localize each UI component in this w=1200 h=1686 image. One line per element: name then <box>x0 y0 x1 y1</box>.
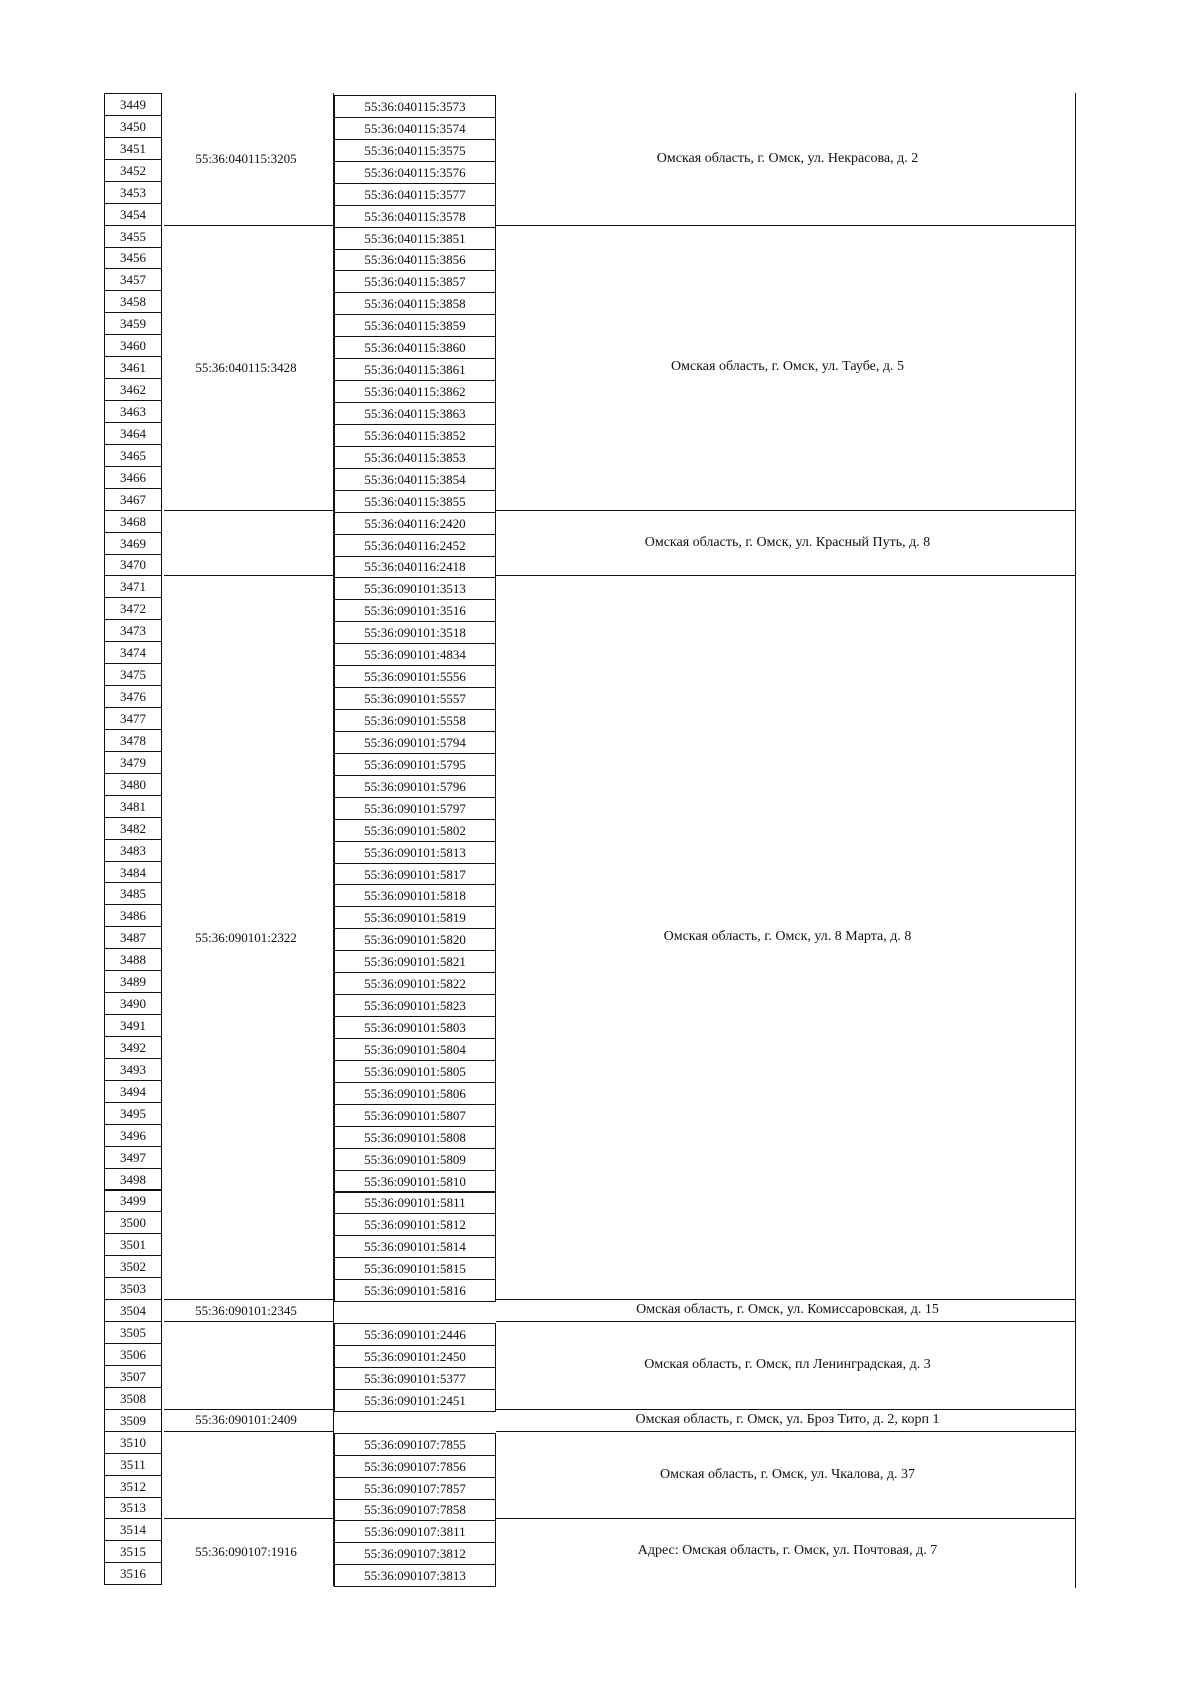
row-number-cell: 3456 <box>104 247 162 270</box>
cadastral-number-cell: 55:36:090101:5818 <box>334 884 496 907</box>
row-number-cell: 3471 <box>104 575 162 598</box>
row-number-cell: 3509 <box>104 1409 162 1432</box>
address-cell: Омская область, г. Омск, ул. Красный Путь, д. 8 <box>644 534 931 550</box>
row-number-cell: 3449 <box>104 93 162 116</box>
cadastral-number-cell: 55:36:040115:3578 <box>334 205 496 228</box>
group-separator-line <box>496 510 1075 511</box>
group-separator-line <box>164 1518 334 1519</box>
group-separator-line <box>164 1431 334 1432</box>
group-separator-line <box>164 225 334 226</box>
row-number-cell: 3508 <box>104 1387 162 1410</box>
cadastral-number-cell: 55:36:090101:3513 <box>334 577 496 600</box>
row-number-cell: 3511 <box>104 1453 162 1476</box>
group-separator-line <box>496 1299 1075 1300</box>
cadastral-number-cell: 55:36:040116:2418 <box>334 556 496 579</box>
cadastral-number-cell: 55:36:040115:3851 <box>334 227 496 250</box>
row-number-cell: 3489 <box>104 970 162 993</box>
row-number-cell: 3468 <box>104 510 162 533</box>
row-number-cell: 3504 <box>104 1299 162 1322</box>
address-cell: Омская область, г. Омск, ул. Броз Тито, д. 2, корп 1 <box>635 1411 940 1427</box>
row-number-cell: 3450 <box>104 115 162 138</box>
cadastral-number-cell: 55:36:090107:7856 <box>334 1455 496 1478</box>
row-number-cell: 3469 <box>104 532 162 555</box>
cadastral-number-cell: 55:36:040115:3859 <box>334 314 496 337</box>
cadastral-number-cell: 55:36:090101:5795 <box>334 753 496 776</box>
cadastral-number-cell: 55:36:040115:3863 <box>334 402 496 425</box>
cadastral-number-cell: 55:36:090101:5820 <box>334 928 496 951</box>
cadastral-number-cell: 55:36:040116:2420 <box>334 512 496 535</box>
row-number-cell: 3505 <box>104 1321 162 1344</box>
row-number-cell: 3483 <box>104 839 162 862</box>
cadastral-number-cell: 55:36:090101:2446 <box>334 1323 496 1346</box>
cadastral-number-cell: 55:36:090101:5557 <box>334 687 496 710</box>
cadastral-number-cell: 55:36:090107:3812 <box>334 1542 496 1565</box>
cadastral-number-cell: 55:36:040115:3575 <box>334 139 496 162</box>
address-cell: Омская область, г. Омск, пл Ленинградская, д. 3 <box>644 1356 931 1372</box>
cadastral-number-cell: 55:36:090101:2450 <box>334 1345 496 1368</box>
row-number-cell: 3506 <box>104 1343 162 1366</box>
address-cell: Омская область, г. Омск, ул. Некрасова, д. 2 <box>656 150 919 166</box>
land-column-border <box>333 93 334 1586</box>
land-plot-number: 55:36:090101:2322 <box>195 929 297 945</box>
row-number-cell: 3512 <box>104 1475 162 1498</box>
row-number-cell: 3484 <box>104 861 162 884</box>
row-number-cell: 3498 <box>104 1168 162 1191</box>
cadastral-number-cell: 55:36:040115:3861 <box>334 358 496 381</box>
cadastral-number-cell: 55:36:090101:5558 <box>334 709 496 732</box>
cadastral-number-cell: 55:36:090101:5814 <box>334 1235 496 1258</box>
row-number-cell: 3502 <box>104 1255 162 1278</box>
cadastral-number-cell: 55:36:090101:5811 <box>334 1192 496 1215</box>
land-plot-number: 55:36:040115:3205 <box>195 151 297 167</box>
cadastral-number-cell: 55:36:090101:5796 <box>334 775 496 798</box>
cadastral-number-cell: 55:36:090101:5808 <box>334 1126 496 1149</box>
land-plot-number <box>164 1321 328 1409</box>
cadastral-number-cell: 55:36:040115:3860 <box>334 336 496 359</box>
group-separator-line <box>496 575 1075 576</box>
cadastral-number-cell: 55:36:090101:5812 <box>334 1213 496 1236</box>
row-number-cell: 3457 <box>104 268 162 291</box>
row-number-cell: 3466 <box>104 466 162 489</box>
row-number-cell: 3507 <box>104 1365 162 1388</box>
cadastral-number-cell: 55:36:040115:3857 <box>334 270 496 293</box>
address-cell: Омская область, г. Омск, ул. Чкалова, д. 37 <box>660 1466 915 1482</box>
land-plot-number <box>164 510 328 576</box>
row-number-cell: 3496 <box>104 1124 162 1147</box>
cadastral-number-cell: 55:36:090101:5815 <box>334 1257 496 1280</box>
row-number-cell: 3515 <box>104 1540 162 1563</box>
cadastral-number-cell: 55:36:090101:5802 <box>334 819 496 842</box>
row-number-cell: 3501 <box>104 1233 162 1256</box>
cadastral-number-cell: 55:36:090107:7855 <box>334 1433 496 1456</box>
row-number-cell: 3493 <box>104 1058 162 1081</box>
group-separator-line <box>496 1321 1075 1322</box>
cadastral-number-cell: 55:36:040115:3577 <box>334 183 496 206</box>
cadastral-number-cell: 55:36:090107:7858 <box>334 1499 496 1522</box>
row-number-cell: 3487 <box>104 926 162 949</box>
row-number-cell: 3500 <box>104 1211 162 1234</box>
row-number-cell: 3455 <box>104 225 162 248</box>
cadastral-number-cell: 55:36:040115:3574 <box>334 117 496 140</box>
group-separator-line <box>164 1321 334 1322</box>
row-number-cell: 3491 <box>104 1014 162 1037</box>
cadastral-number-cell: 55:36:090101:5822 <box>334 972 496 995</box>
land-plot-number: 55:36:040115:3428 <box>195 359 297 375</box>
row-number-cell: 3510 <box>104 1431 162 1454</box>
row-number-cell: 3463 <box>104 400 162 423</box>
cadastral-number-cell: 55:36:090101:5807 <box>334 1104 496 1127</box>
row-number-cell: 3462 <box>104 378 162 401</box>
cadastral-number-cell: 55:36:090101:5821 <box>334 950 496 973</box>
cadastral-number-cell: 55:36:040115:3576 <box>334 161 496 184</box>
row-number-cell: 3467 <box>104 488 162 511</box>
address-cell: Адрес: Омская область, г. Омск, ул. Почтовая, д. 7 <box>637 1543 938 1559</box>
row-number-cell: 3485 <box>104 882 162 905</box>
cadastral-number-cell: 55:36:040115:3854 <box>334 468 496 491</box>
land-plot-number: 55:36:090101:2409 <box>195 1412 297 1428</box>
land-plot-number <box>164 1431 328 1519</box>
cadastral-number-cell: 55:36:090101:2451 <box>334 1389 496 1412</box>
row-number-cell: 3459 <box>104 312 162 335</box>
land-plot-number: 55:36:090107:1916 <box>195 1543 297 1559</box>
cadastral-number-cell: 55:36:090101:5377 <box>334 1367 496 1390</box>
group-separator-line <box>164 1409 334 1410</box>
address-cell: Омская область, г. Омск, ул. 8 Марта, д. 8 <box>663 929 912 945</box>
row-number-cell: 3490 <box>104 992 162 1015</box>
cadastral-number-cell: 55:36:040115:3858 <box>334 292 496 315</box>
group-separator-line <box>164 575 334 576</box>
row-number-cell: 3472 <box>104 597 162 620</box>
row-number-cell: 3475 <box>104 663 162 686</box>
row-number-cell: 3479 <box>104 751 162 774</box>
cadastral-number-cell: 55:36:040115:3853 <box>334 446 496 469</box>
address-column-right-border <box>1075 93 1076 1588</box>
group-separator-line <box>164 510 334 511</box>
row-number-cell: 3488 <box>104 948 162 971</box>
row-number-cell: 3486 <box>104 904 162 927</box>
cadastral-number-cell: 55:36:040115:3862 <box>334 380 496 403</box>
row-number-cell: 3513 <box>104 1497 162 1520</box>
cadastral-number-cell: 55:36:090101:5797 <box>334 797 496 820</box>
row-number-cell: 3464 <box>104 422 162 445</box>
cadastral-number-cell: 55:36:090101:5805 <box>334 1060 496 1083</box>
land-plot-number: 55:36:090101:2345 <box>195 1302 297 1318</box>
group-separator-line <box>496 1518 1075 1519</box>
cadastral-number-cell: 55:36:090101:5794 <box>334 731 496 754</box>
row-number-cell: 3454 <box>104 203 162 226</box>
row-number-cell: 3480 <box>104 773 162 796</box>
row-number-cell: 3514 <box>104 1518 162 1541</box>
row-number-cell: 3503 <box>104 1277 162 1300</box>
cadastral-number-cell: 55:36:090101:3516 <box>334 599 496 622</box>
row-number-cell: 3460 <box>104 334 162 357</box>
row-number-cell: 3492 <box>104 1036 162 1059</box>
cadastral-number-cell: 55:36:040115:3855 <box>334 490 496 513</box>
row-number-cell: 3495 <box>104 1102 162 1125</box>
cadastral-number-cell: 55:36:040115:3856 <box>334 249 496 272</box>
cadastral-number-cell: 55:36:090107:7857 <box>334 1477 496 1500</box>
cadastral-number-cell: 55:36:090101:5816 <box>334 1279 496 1302</box>
group-separator-line <box>164 1299 334 1300</box>
cadastral-number-cell: 55:36:040115:3573 <box>334 95 496 118</box>
cadastral-number-cell: 55:36:090101:3518 <box>334 621 496 644</box>
row-number-cell: 3494 <box>104 1080 162 1103</box>
row-number-cell: 3453 <box>104 181 162 204</box>
cadastral-number-cell: 55:36:090101:5810 <box>334 1170 496 1193</box>
row-number-cell: 3481 <box>104 795 162 818</box>
row-number-cell: 3477 <box>104 707 162 730</box>
row-number-cell: 3465 <box>104 444 162 467</box>
group-separator-line <box>496 225 1075 226</box>
row-number-cell: 3461 <box>104 356 162 379</box>
row-number-cell: 3482 <box>104 817 162 840</box>
row-number-cell: 3478 <box>104 729 162 752</box>
row-number-cell: 3451 <box>104 137 162 160</box>
address-cell: Омская область, г. Омск, ул. Комиссаровская, д. 15 <box>636 1302 939 1318</box>
cadastral-number-cell: 55:36:090101:5806 <box>334 1082 496 1105</box>
cadastral-number-cell: 55:36:090101:5813 <box>334 841 496 864</box>
row-number-cell: 3497 <box>104 1146 162 1169</box>
group-separator-line <box>496 1409 1075 1410</box>
row-number-cell: 3499 <box>104 1190 162 1213</box>
cadastral-number-cell: 55:36:090107:3811 <box>334 1520 496 1543</box>
cadastral-number-cell: 55:36:090101:5817 <box>334 863 496 886</box>
cadastral-number-cell: 55:36:090101:5823 <box>334 994 496 1017</box>
row-number-cell: 3516 <box>104 1562 162 1585</box>
cadastral-number-cell: 55:36:040116:2452 <box>334 534 496 557</box>
address-cell: Омская область, г. Омск, ул. Таубе, д. 5 <box>671 359 904 375</box>
row-number-cell: 3476 <box>104 685 162 708</box>
row-number-cell: 3452 <box>104 159 162 182</box>
cadastral-number-cell: 55:36:040115:3852 <box>334 424 496 447</box>
cadastral-number-cell: 55:36:090101:5556 <box>334 665 496 688</box>
cadastral-number-cell: 55:36:090101:5809 <box>334 1148 496 1171</box>
row-number-cell: 3474 <box>104 641 162 664</box>
row-number-cell: 3458 <box>104 290 162 313</box>
cadastral-number-cell: 55:36:090101:4834 <box>334 643 496 666</box>
cadastral-number-cell: 55:36:090107:3813 <box>334 1564 496 1587</box>
cadastral-number-cell: 55:36:090101:5803 <box>334 1016 496 1039</box>
row-number-cell: 3470 <box>104 554 162 577</box>
group-separator-line <box>496 1431 1075 1432</box>
cadastral-number-cell: 55:36:090101:5819 <box>334 906 496 929</box>
cadastral-number-cell: 55:36:090101:5804 <box>334 1038 496 1061</box>
row-number-cell: 3473 <box>104 619 162 642</box>
